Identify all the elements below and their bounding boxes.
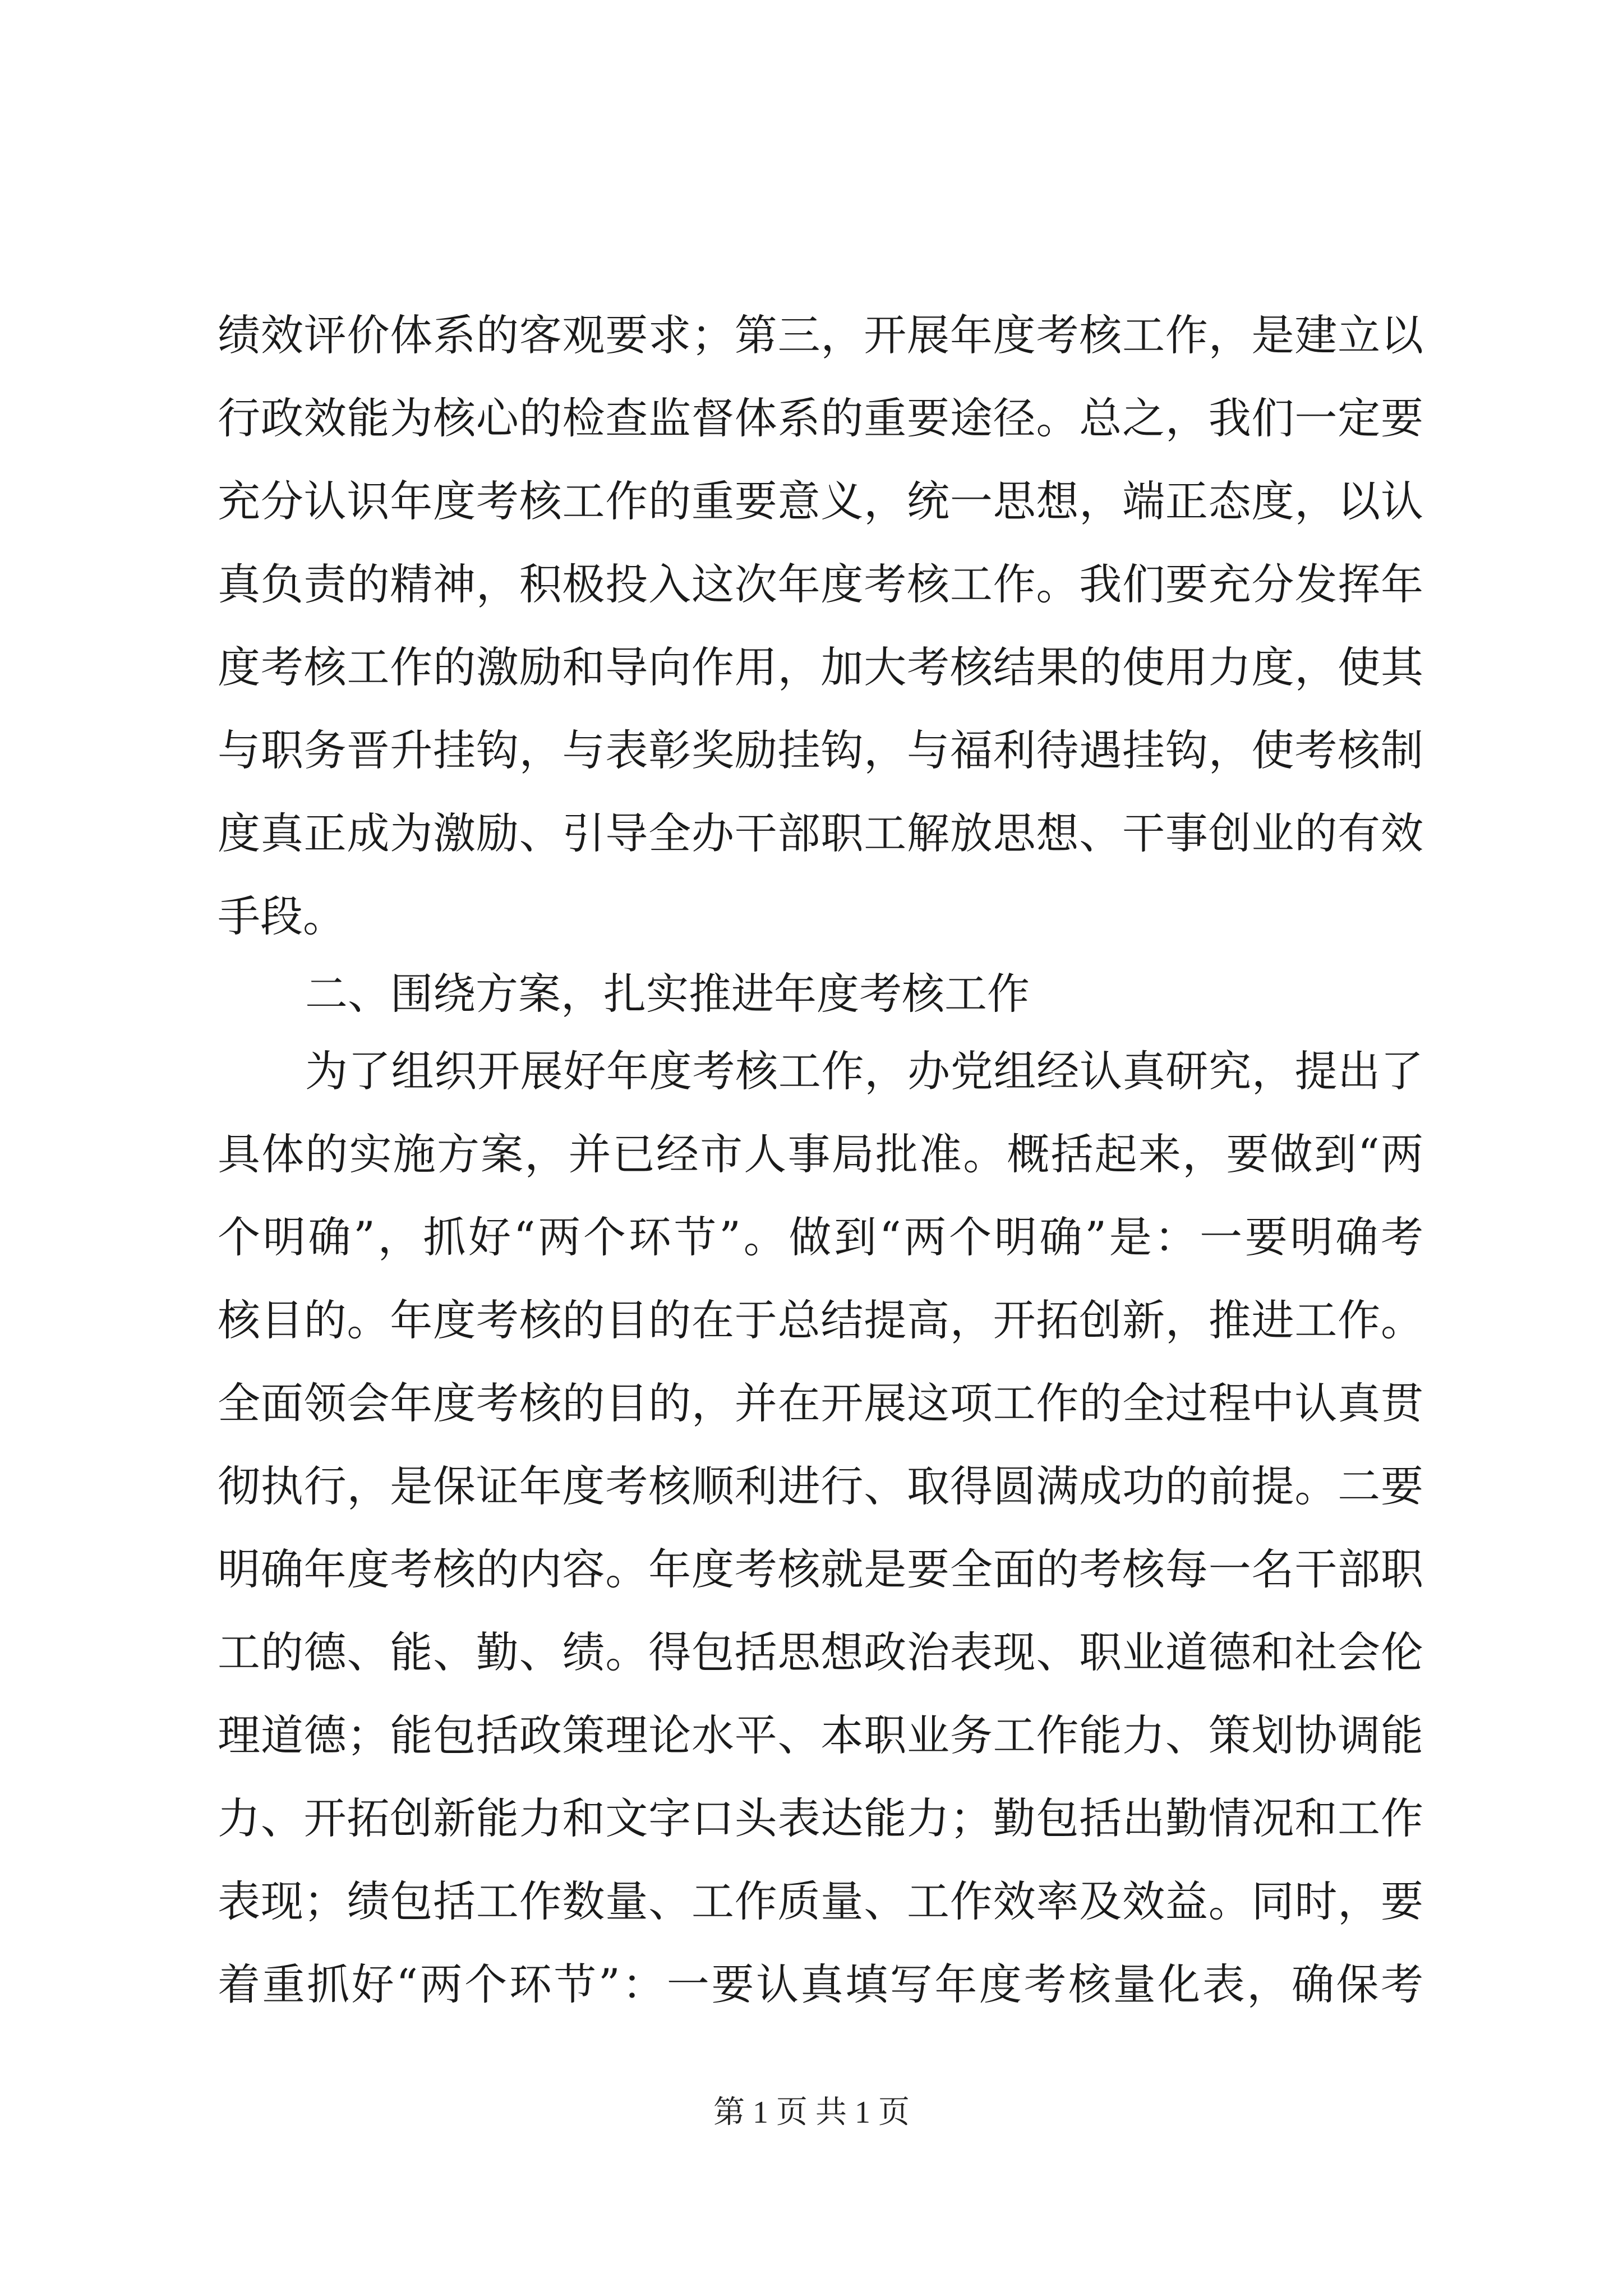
paragraph-1-line-6: 与职务晋升挂钩，与表彰奖励挂钩，与福利待遇挂钩，使考核制 [218,725,1423,775]
paragraph-2-line-12: 着重抓好“两个环节”：一要认真填写年度考核量化表，确保考 [218,1959,1423,2009]
paragraph-1-line-5: 度考核工作的激励和导向作用，加大考核结果的使用力度，使其 [218,642,1423,692]
paragraph-2-line-2: 具体的实施方案，并已经市人事局批准。概括起来，要做到“两 [218,1129,1423,1179]
paragraph-2-line-1: 为了组织开展好年度考核工作，办党组经认真研究，提出了 [305,1046,1423,1096]
paragraph-2-line-8: 工的德、能、勤、绩。得包括思想政治表现、职业道德和社会伦 [218,1627,1423,1677]
paragraph-2-line-10: 力、开拓创新能力和文字口头表达能力；勤包括出勤情况和工作 [218,1793,1423,1843]
paragraph-1-line-7: 度真正成为激励、引导全办干部职工解放思想、干事创业的有效 [218,808,1423,858]
paragraph-2-line-3: 个明确”，抓好“两个环节”。做到“两个明确”是：一要明确考 [218,1212,1423,1262]
paragraph-2-line-11: 表现；绩包括工作数量、工作质量、工作效率及效益。同时，要 [218,1876,1423,1926]
section-heading: 二、围绕方案，扎实推进年度考核工作 [305,969,1030,1019]
paragraph-2-line-7: 明确年度考核的内容。年度考核就是要全面的考核每一名干部职 [218,1544,1423,1594]
paragraph-1-line-2: 行政效能为核心的检查监督体系的重要途径。总之，我们一定要 [218,393,1423,443]
paragraph-2-line-9: 理道德；能包括政策理论水平、本职业务工作能力、策划协调能 [218,1710,1423,1760]
paragraph-1-line-4: 真负责的精神，积极投入这次年度考核工作。我们要充分发挥年 [218,559,1423,609]
paragraph-2-line-5: 全面领会年度考核的目的，并在开展这项工作的全过程中认真贯 [218,1378,1423,1428]
paragraph-1-line-3: 充分认识年度考核工作的重要意义，统一思想，端正态度，以认 [218,476,1423,526]
paragraph-1-line-1: 绩效评价体系的客观要求；第三，开展年度考核工作，是建立以 [218,310,1423,360]
page-footer: 第 1 页 共 1 页 [713,2095,910,2130]
paragraph-2-line-6: 彻执行，是保证年度考核顺利进行、取得圆满成功的前提。二要 [218,1461,1423,1511]
paragraph-1-line-8: 手段。 [218,891,345,941]
paragraph-2-line-4: 核目的。年度考核的目的在于总结提高，开拓创新，推进工作。 [218,1295,1423,1345]
